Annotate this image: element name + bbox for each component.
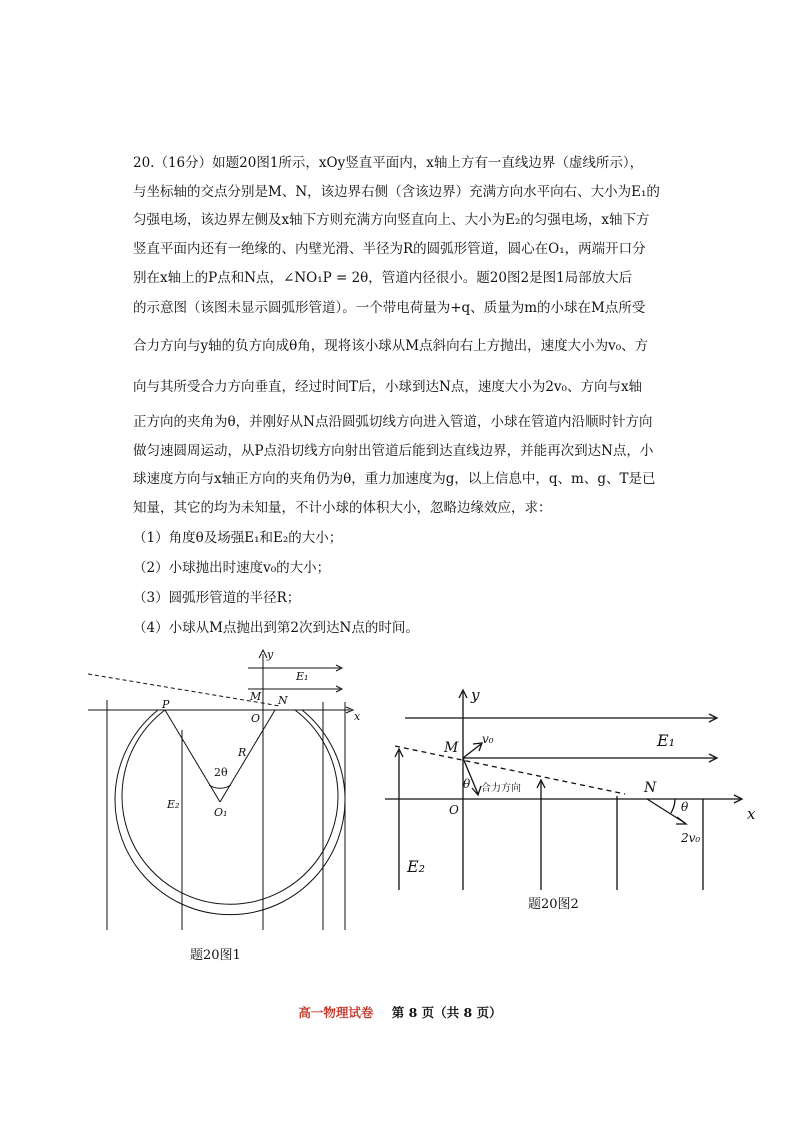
figure-2: [385, 682, 780, 892]
figure-2-caption: 题20图2: [528, 897, 579, 912]
problem-line: 向与其所受合力方向垂直，经过时间T后，小球到达N点，速度大小为2v₀、方向与x轴: [133, 379, 643, 395]
fig2-label-theta-m: θ: [463, 777, 471, 791]
fig1-label-e1: E₁: [296, 670, 309, 683]
figure-1: [70, 640, 380, 940]
fig2-label-2v0: 2v₀: [681, 831, 701, 845]
problem-line: 别在x轴上的P点和N点，∠NO₁P = 2θ，管道内径很小。题20图2是图1局部放大后: [133, 270, 633, 286]
fig1-label-y: y: [267, 648, 274, 661]
fig2-label-o: O: [449, 803, 459, 817]
problem-line: 球速度方向与x轴正方向的夹角仍为θ，重力加速度为g，以上信息中，q、m、g、T是已: [133, 471, 656, 487]
fig1-label-p: P: [162, 698, 170, 711]
fig1-label-angle: 2θ: [214, 766, 228, 779]
fig2-label-force: 合力方向: [481, 783, 521, 794]
question-item: （1）角度θ及场强E₁和E₂的大小；: [133, 530, 343, 546]
problem-line: 知量，其它的均为未知量，不计小球的体积大小，忽略边缘效应，求：: [133, 500, 552, 516]
fig2-label-e2: E₂: [407, 857, 426, 876]
fig1-label-o: O: [251, 712, 261, 725]
fig2-label-e1: E₁: [657, 731, 676, 750]
figure-1-caption: 题20图1: [190, 948, 241, 963]
problem-line: 做匀速圆周运动，从P点沿切线方向射出管道后能到达直线边界，并能再次到达N点，小: [133, 443, 654, 459]
footer-page-number: 第 8 页（共 8 页）: [391, 1005, 502, 1020]
fig1-label-n: N: [278, 694, 288, 707]
fig2-label-m: M: [444, 740, 459, 756]
problem-line: 20.（16分）如题20图1所示，xOy竖直平面内，x轴上方有一直线边界（虚线所示），: [133, 155, 644, 171]
fig1-label-r: R: [238, 746, 247, 759]
question-item: （2）小球抛出时速度v₀的大小；: [133, 560, 331, 576]
footer-title: 高一物理试卷: [298, 1005, 374, 1020]
fig1-label-m: M: [250, 690, 262, 703]
fig2-label-n: N: [644, 780, 657, 796]
fig2-label-v0: v₀: [482, 732, 494, 746]
problem-line: 的示意图（该图未显示圆弧形管道）。一个带电荷量为+q、质量为m的小球在M点所受: [133, 300, 646, 316]
fig1-label-o1: O₁: [214, 806, 228, 819]
question-item: （4）小球从M点抛出到第2次到达N点的时间。: [133, 620, 419, 636]
question-item: （3）圆弧形管道的半径R；: [133, 590, 301, 606]
problem-line: 与坐标轴的交点分别是M、N，该边界右侧（含该边界）充满方向水平向右、大小为E₁的: [133, 184, 660, 200]
fig1-label-x: x: [354, 710, 361, 723]
fig2-label-theta-n: θ: [681, 800, 689, 814]
problem-line: 匀强电场，该边界左侧及x轴下方则充满方向竖直向上、大小为E₂的匀强电场，x轴下方: [133, 212, 650, 228]
problem-line: 正方向的夹角为θ，并刚好从N点沿圆弧切线方向进入管道，小球在管道内沿顺时针方向: [133, 414, 653, 430]
fig2-label-y: y: [471, 686, 480, 704]
fig2-label-x: x: [747, 805, 756, 823]
problem-line: 竖直平面内还有一绝缘的、内壁光滑、半径为R的圆弧形管道，圆心在O₁，两端开口分: [133, 241, 646, 257]
problem-line: 合力方向与y轴的负方向成θ角，现将该小球从M点斜向右上方抛出，速度大小为v₀、方: [133, 338, 649, 354]
page-footer: [0, 1003, 800, 1021]
fig1-label-e2: E₂: [167, 798, 180, 811]
